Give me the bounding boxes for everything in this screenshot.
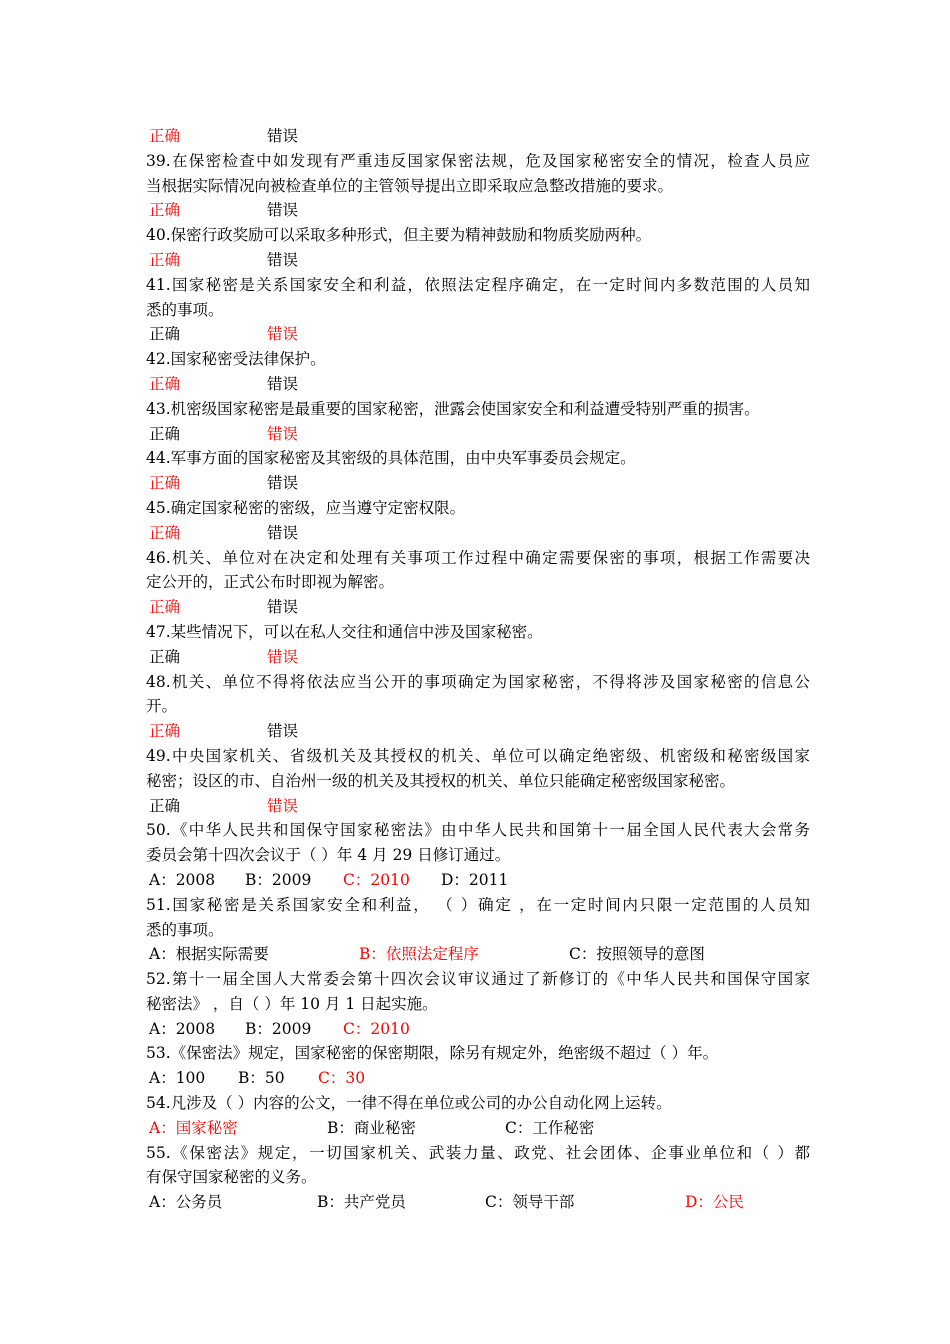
question-text: 《中华人民共和国保守国家秘密法》由中华人民共和国第十一届全国人民代表大会常务 xyxy=(170,821,810,840)
choice-option: D：公民 xyxy=(685,1193,744,1212)
question-40 xyxy=(146,223,810,248)
choice-option: A：国家秘密 xyxy=(149,1118,238,1137)
question-text-line xyxy=(146,347,810,372)
question-text-line xyxy=(146,769,810,794)
question-number: 55. xyxy=(146,1143,171,1162)
question-text: 国家秘密是关系国家安全和利益， （ ）确定 ，在一定时间内只限一定范围的人员知 xyxy=(170,895,810,914)
question-39 xyxy=(146,149,810,199)
option-wrong: 错误 xyxy=(267,374,299,393)
choice-option: A：根据实际需要 xyxy=(149,945,269,964)
question-number: 54. xyxy=(146,1094,171,1113)
choice-option: B：2009 xyxy=(245,870,312,889)
question-42 xyxy=(146,347,810,372)
multiple-choice-options-row xyxy=(146,1190,810,1215)
question-text: 凡涉及（ ）内容的公文，一律不得在单位或公司的办公自动化网上运转。 xyxy=(170,1094,672,1113)
question-46 xyxy=(146,546,810,596)
true-false-answer-row xyxy=(146,322,810,347)
choice-option: B：50 xyxy=(238,1069,285,1088)
question-text: 国家秘密受法律保护。 xyxy=(170,350,326,369)
choice-option: B：共产党员 xyxy=(317,1193,406,1212)
question-text: 第十一届全国人大常委会第十四次会议审议通过了新修订的《中华人民共和国保守国家 xyxy=(170,970,810,989)
question-47 xyxy=(146,620,810,645)
choice-option: B：商业秘密 xyxy=(327,1118,416,1137)
option-wrong: 错误 xyxy=(267,250,299,269)
question-text-line xyxy=(146,397,810,422)
true-false-answer-row xyxy=(146,198,810,223)
question-text: 中央国家机关、省级机关及其授权的机关、单位可以确定绝密级、机密级和秘密级国家 xyxy=(170,746,810,765)
option-wrong: 错误 xyxy=(267,474,299,493)
true-false-answer-row xyxy=(146,422,810,447)
question-number: 45. xyxy=(146,498,171,517)
question-text-line xyxy=(146,1041,810,1066)
multiple-choice-options-row xyxy=(146,1066,810,1091)
option-wrong: 错误 xyxy=(267,201,299,220)
multiple-choice-options-row xyxy=(146,942,810,967)
option-wrong: 错误 xyxy=(267,722,299,741)
question-45 xyxy=(146,496,810,521)
true-false-answer-row xyxy=(146,248,810,273)
question-number: 39. xyxy=(146,151,171,170)
true-false-answer-row xyxy=(146,794,810,819)
question-43 xyxy=(146,397,810,422)
option-wrong: 错误 xyxy=(267,424,299,443)
true-false-answer-row xyxy=(146,719,810,744)
question-text: 当根据实际情况向被检查单位的主管领导提出立即采取应急整改措施的要求。 xyxy=(146,176,674,195)
question-text: 秘密；设区的市、自治州一级的机关及其授权的机关、单位只能确定秘密级国家秘密。 xyxy=(146,771,736,790)
question-text-line xyxy=(146,446,810,471)
question-text: 悉的事项。 xyxy=(146,300,224,319)
option-correct: 正确 xyxy=(149,647,181,666)
question-text-line xyxy=(146,670,810,695)
question-text: 在保密检查中如发现有严重违反国家保密法规，危及国家秘密安全的情况，检查人员应 xyxy=(170,151,810,170)
option-correct: 正确 xyxy=(149,374,181,393)
question-text-line xyxy=(146,1165,810,1190)
choice-option: C：30 xyxy=(318,1069,366,1088)
question-number: 47. xyxy=(146,622,171,641)
option-correct: 正确 xyxy=(149,201,181,220)
true-false-answer-row xyxy=(146,645,810,670)
multiple-choice-options-row xyxy=(146,868,810,893)
question-55 xyxy=(146,1141,810,1191)
question-text: 有保守国家秘密的义务。 xyxy=(146,1168,317,1187)
question-text-line xyxy=(146,843,810,868)
question-text-line xyxy=(146,273,810,298)
multiple-choice-options-row xyxy=(146,1017,810,1042)
question-text: 秘密法》 ，自（ ）年 10 月 1 日起实施。 xyxy=(146,994,438,1013)
question-text: 某些情况下，可以在私人交往和通信中涉及国家秘密。 xyxy=(170,622,543,641)
option-wrong: 错误 xyxy=(267,796,299,815)
choice-option: A：2008 xyxy=(149,1019,216,1038)
question-44 xyxy=(146,446,810,471)
question-text-line xyxy=(146,174,810,199)
option-correct: 正确 xyxy=(149,325,181,344)
question-text-line xyxy=(146,149,810,174)
question-text: 《保密法》规定，一切国家机关、武装力量、政党、社会团体、企事业单位和（ ）都 xyxy=(170,1143,810,1162)
question-text-line xyxy=(146,298,810,323)
question-number: 46. xyxy=(146,548,171,567)
option-correct: 正确 xyxy=(149,250,181,269)
question-text: 定公开的，正式公布时即视为解密。 xyxy=(146,573,395,592)
option-correct: 正确 xyxy=(149,127,181,145)
option-correct: 正确 xyxy=(149,523,181,542)
question-text: 机关、单位对在决定和处理有关事项工作过程中确定需要保密的事项，根据工作需要决 xyxy=(170,548,810,567)
choice-option: B：2009 xyxy=(245,1019,312,1038)
option-wrong: 错误 xyxy=(267,523,299,542)
question-text-line xyxy=(146,223,810,248)
question-number: 44. xyxy=(146,449,171,468)
question-text: 悉的事项。 xyxy=(146,920,224,939)
question-number: 43. xyxy=(146,399,171,418)
question-52 xyxy=(146,967,810,1017)
question-text-line xyxy=(146,620,810,645)
choice-option: A：公务员 xyxy=(149,1193,223,1212)
question-50 xyxy=(146,818,810,868)
question-text: 《保密法》规定，国家秘密的保密期限，除另有规定外，绝密级不超过（ ）年。 xyxy=(170,1044,719,1063)
choice-option: C：领导干部 xyxy=(485,1193,575,1212)
question-53 xyxy=(146,1041,810,1066)
question-48 xyxy=(146,670,810,720)
question-text: 机密级国家秘密是最重要的国家秘密，泄露会使国家安全和利益遭受特别严重的损害。 xyxy=(170,399,760,418)
question-41 xyxy=(146,273,810,323)
question-text-line xyxy=(146,893,810,918)
true-false-answer-row xyxy=(146,372,810,397)
question-text: 保密行政奖励可以采取多种形式，但主要为精神鼓励和物质奖励两种。 xyxy=(170,226,652,245)
question-text-line xyxy=(146,818,810,843)
question-text-line xyxy=(146,546,810,571)
question-text: 军事方面的国家秘密及其密级的具体范围，由中央军事委员会规定。 xyxy=(170,449,636,468)
question-number: 50. xyxy=(146,821,171,840)
question-number: 42. xyxy=(146,350,171,369)
option-correct: 正确 xyxy=(149,796,181,815)
question-text-line xyxy=(146,1141,810,1166)
choice-option: A：100 xyxy=(149,1069,206,1088)
question-49 xyxy=(146,744,810,794)
question-text-line xyxy=(146,918,810,943)
choice-option: D：2011 xyxy=(441,870,509,889)
choice-option: C：2010 xyxy=(343,1019,410,1038)
option-wrong: 错误 xyxy=(267,325,299,344)
option-wrong: 错误 xyxy=(267,127,299,145)
question-text-line xyxy=(146,496,810,521)
question-54 xyxy=(146,1091,810,1116)
question-51 xyxy=(146,893,810,943)
question-number: 48. xyxy=(146,672,171,691)
option-wrong: 错误 xyxy=(267,598,299,617)
question-text-line xyxy=(146,570,810,595)
question-text-line xyxy=(146,967,810,992)
question-text: 国家秘密是关系国家安全和利益，依照法定程序确定，在一定时间内多数范围的人员知 xyxy=(170,275,810,294)
choice-option: C：工作秘密 xyxy=(505,1118,595,1137)
question-text-line xyxy=(146,1091,810,1116)
question-number: 41. xyxy=(146,275,171,294)
question-text-line xyxy=(146,694,810,719)
quiz-content xyxy=(146,124,810,1215)
option-correct: 正确 xyxy=(149,424,181,443)
choice-option: B：依照法定程序 xyxy=(359,945,479,964)
question-text: 开。 xyxy=(146,697,178,716)
choice-option: C：2010 xyxy=(343,870,410,889)
question-text: 机关、单位不得将依法应当公开的事项确定为国家秘密，不得将涉及国家秘密的信息公 xyxy=(170,672,810,691)
choice-option: C：按照领导的意图 xyxy=(569,945,705,964)
option-correct: 正确 xyxy=(149,474,181,493)
question-text: 确定国家秘密的密级，应当遵守定密权限。 xyxy=(170,498,466,517)
true-false-answer-row xyxy=(146,521,810,546)
choice-option: A：2008 xyxy=(149,870,216,889)
question-number: 49. xyxy=(146,746,171,765)
option-wrong: 错误 xyxy=(267,647,299,666)
true-false-answer-row xyxy=(146,471,810,496)
question-number: 53. xyxy=(146,1044,171,1063)
question-number: 52. xyxy=(146,970,171,989)
question-text: 委员会第十四次会议于（ ）年 4 月 29 日修订通过。 xyxy=(146,846,511,865)
question-text-line xyxy=(146,744,810,769)
question-number: 51. xyxy=(146,895,171,914)
true-false-answer-row xyxy=(146,595,810,620)
true-false-answer-row xyxy=(146,124,810,149)
multiple-choice-options-row xyxy=(146,1116,810,1141)
option-correct: 正确 xyxy=(149,722,181,741)
question-text-line xyxy=(146,992,810,1017)
question-number: 40. xyxy=(146,226,171,245)
option-correct: 正确 xyxy=(149,598,181,617)
